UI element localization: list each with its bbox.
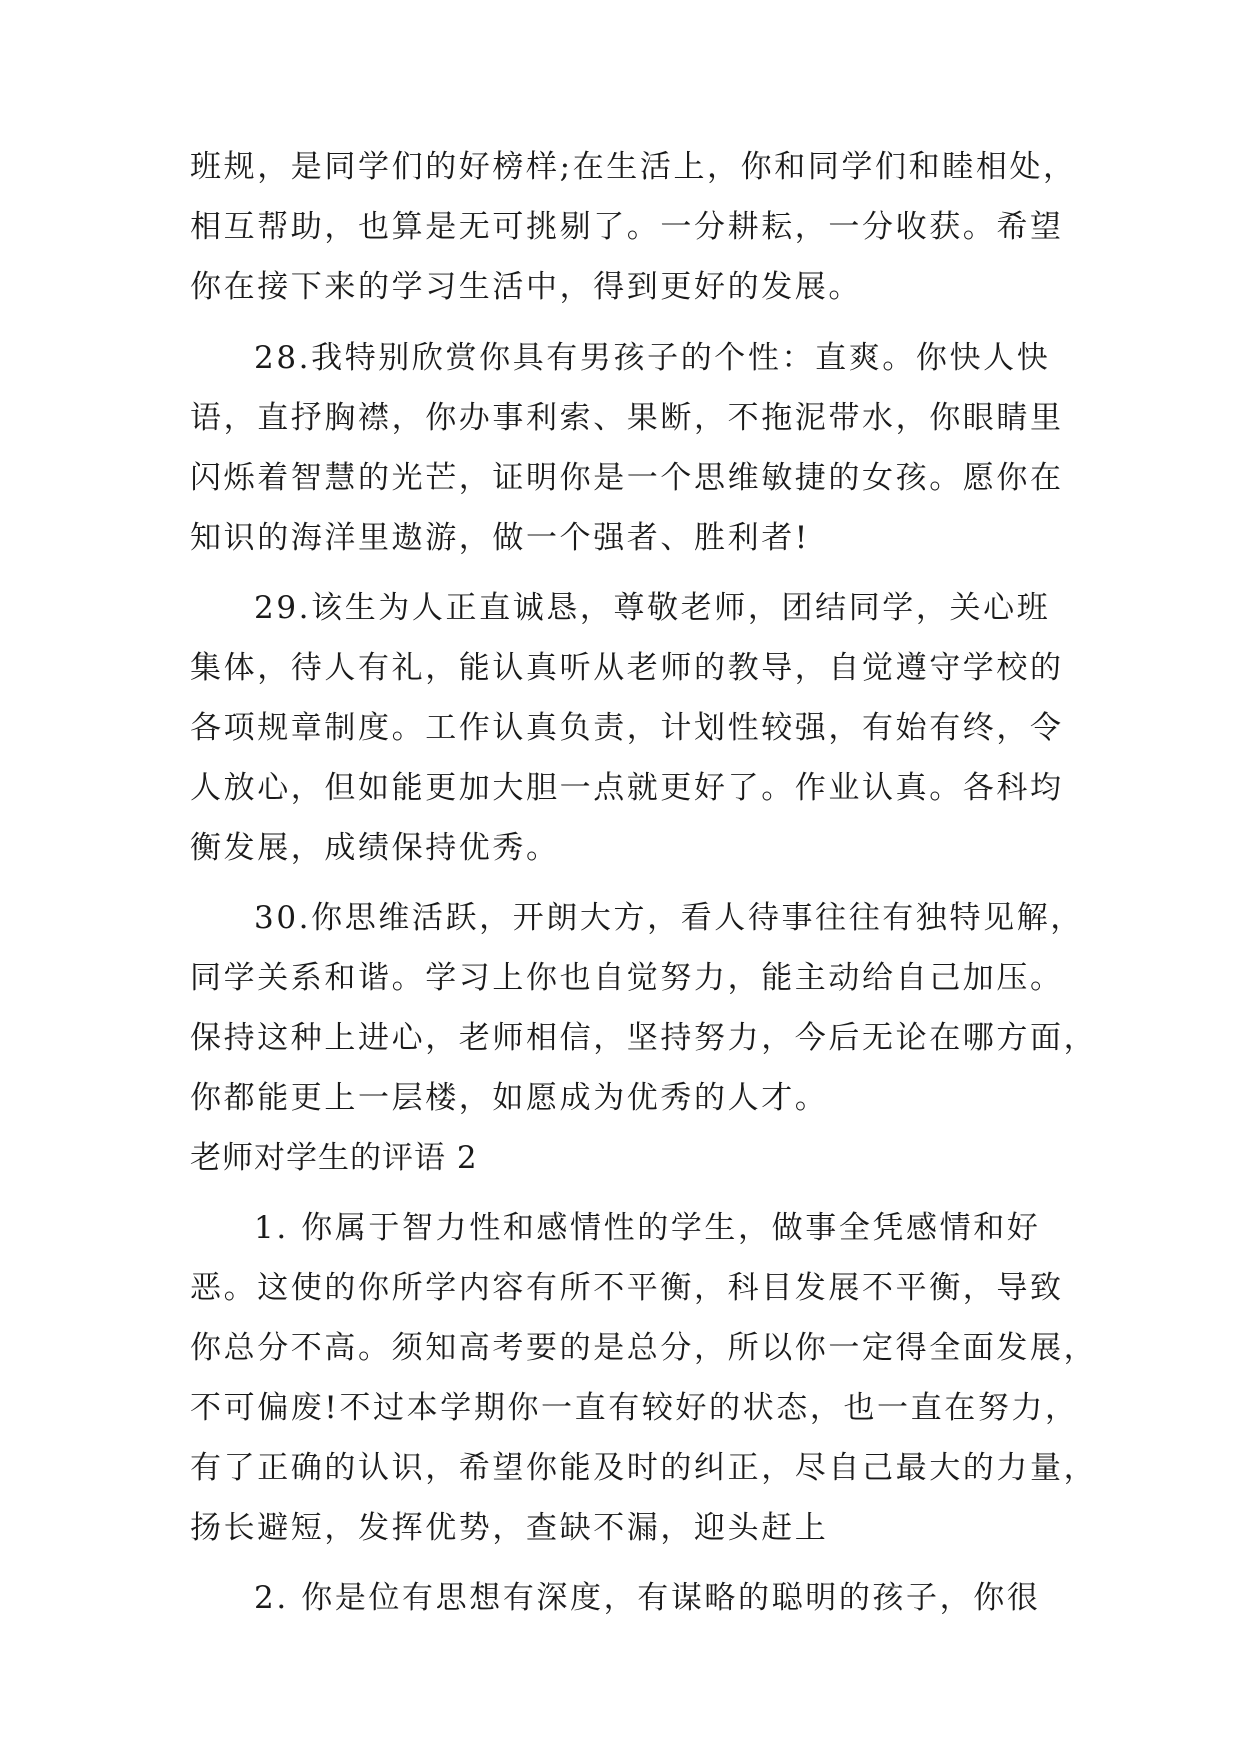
paragraph-2-first-line: 2. 你是位有思想有深度，有谋略的聪明的孩子，你很 bbox=[254, 1580, 1041, 1616]
text-line: 各项规章制度。工作认真负责，计划性较强，有始有终，令 bbox=[190, 710, 1064, 746]
paragraph-1-first-line: 1. 你属于智力性和感情性的学生，做事全凭感情和好 bbox=[254, 1210, 1041, 1246]
text-line: 集体，待人有礼，能认真听从老师的教导，自觉遵守学校的 bbox=[190, 650, 1064, 686]
text-line: 你总分不高。须知高考要的是总分，所以你一定得全面发展， bbox=[190, 1330, 1098, 1366]
section-heading: 老师对学生的评语 2 bbox=[190, 1140, 478, 1176]
text-line: 恶。这使的你所学内容有所不平衡，科目发展不平衡，导致 bbox=[190, 1270, 1064, 1306]
text-line: 班规，是同学们的好榜样;在生活上，你和同学们和睦相处， bbox=[190, 149, 1077, 185]
paragraph-30-first-line: 30.你思维活跃，开朗大方，看人待事往往有独特见解， bbox=[254, 900, 1084, 936]
text-line: 不可偏废!不过本学期你一直有较好的状态，也一直在努力， bbox=[190, 1390, 1079, 1426]
text-line: 相互帮助，也算是无可挑剔了。一分耕耘，一分收获。希望 bbox=[190, 209, 1064, 245]
paragraph-28-first-line: 28.我特别欣赏你具有男孩子的个性：直爽。你快人快 bbox=[254, 340, 1051, 376]
text-line: 闪烁着智慧的光芒，证明你是一个思维敏捷的女孩。愿你在 bbox=[190, 460, 1064, 496]
text-line: 同学关系和谐。学习上你也自觉努力，能主动给自己加压。 bbox=[190, 960, 1064, 996]
text-line: 有了正确的认识，希望你能及时的纠正，尽自己最大的力量， bbox=[190, 1450, 1098, 1486]
text-line: 扬长避短，发挥优势，查缺不漏，迎头赶上 bbox=[190, 1510, 829, 1546]
text-line: 你在接下来的学习生活中，得到更好的发展。 bbox=[190, 269, 862, 305]
text-line: 语，直抒胸襟，你办事利索、果断，不拖泥带水，你眼睛里 bbox=[190, 400, 1064, 436]
text-line: 人放心，但如能更加大胆一点就更好了。作业认真。各科均 bbox=[190, 770, 1064, 806]
text-line: 保持这种上进心，老师相信，坚持努力，今后无论在哪方面， bbox=[190, 1020, 1098, 1056]
text-line: 衡发展，成绩保持优秀。 bbox=[190, 830, 560, 866]
text-line: 你都能更上一层楼，如愿成为优秀的人才。 bbox=[190, 1080, 829, 1116]
paragraph-29-first-line: 29.该生为人正直诚恳，尊敬老师，团结同学，关心班 bbox=[254, 590, 1051, 626]
text-line: 知识的海洋里遨游，做一个强者、胜利者! bbox=[190, 520, 810, 556]
